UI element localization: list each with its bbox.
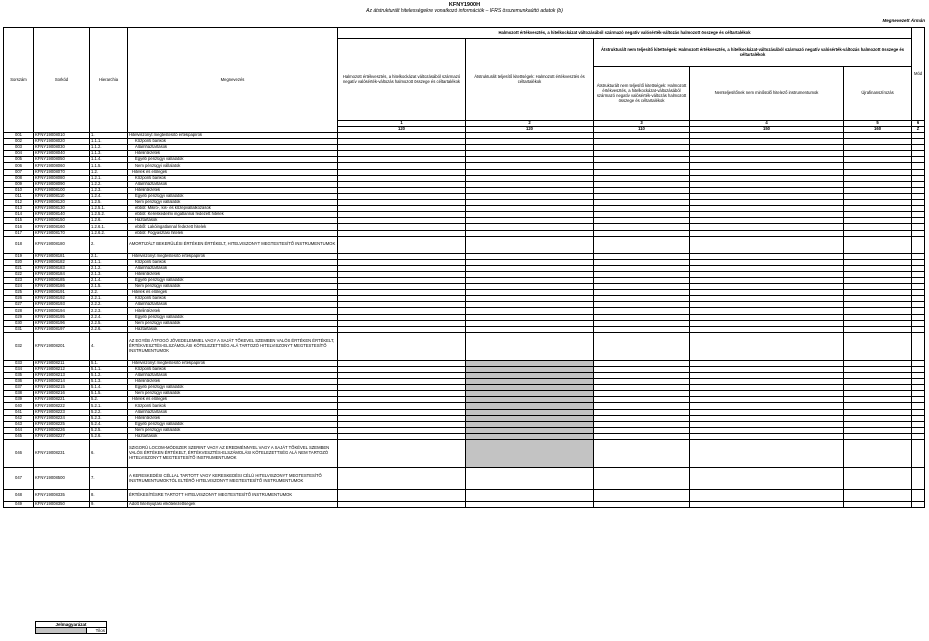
cell-col1[interactable] — [338, 236, 466, 253]
row-hierarchy: 9. — [90, 502, 128, 508]
row-code: KFNY19008010 — [34, 133, 90, 139]
row-name: Államháztartások — [128, 145, 338, 151]
row-hierarchy: 1.2.3. — [90, 187, 128, 193]
row-hierarchy: 2.2.4. — [90, 314, 128, 320]
row-name: Egyéb pénzügyi vállalatok — [128, 421, 338, 427]
cell-col1[interactable] — [338, 468, 466, 490]
row-code: KFNY19008335 — [34, 490, 90, 502]
row-name: Egyéb pénzügyi vállalatok — [128, 314, 338, 320]
row-number: 004 — [4, 151, 34, 157]
row-name: Hitelek és előlegek — [128, 169, 338, 175]
row-name: Hitelviszonyt megtestesítő értékpapírok — [128, 360, 338, 366]
row-code: KFNY19008211 — [34, 360, 90, 366]
row-hierarchy: 5.1.5. — [90, 391, 128, 397]
header-colcode-2: 120 — [466, 127, 594, 133]
row-number: 009 — [4, 181, 34, 187]
row-hierarchy: 5.2.6. — [90, 433, 128, 439]
row-code: KFNY19008500 — [34, 468, 90, 490]
row-code: KFNY19008050 — [34, 157, 90, 163]
header-col4: Nemteljesítőnek nem minősülő hitelező instrumentumok — [690, 67, 844, 121]
row-name: Hitelek és előlegek — [128, 397, 338, 403]
row-hierarchy: 5.2.2. — [90, 409, 128, 415]
header-megnevezes: Megnevezés — [128, 28, 338, 133]
row-hierarchy: 1.1.4. — [90, 157, 128, 163]
row-number: 020 — [4, 259, 34, 265]
row-code: KFNY19008192 — [34, 296, 90, 302]
row-hierarchy: 5.1.3. — [90, 379, 128, 385]
row-name: Hitelviszonyt megtestesítő értékpapírok — [128, 253, 338, 259]
row-code: KFNY19008040 — [34, 151, 90, 157]
row-code: KFNY19008185 — [34, 277, 90, 283]
row-name: Államháztartások — [128, 181, 338, 187]
row-code: KFNY19008216 — [34, 391, 90, 397]
row-name: Államháztartások — [128, 302, 338, 308]
cell-col6[interactable] — [912, 440, 925, 468]
row-code: KFNY19008030 — [34, 145, 90, 151]
row-name: Központi bankok — [128, 139, 338, 145]
row-code: KFNY19008201 — [34, 332, 90, 360]
row-name: Háztartások — [128, 218, 338, 224]
row-number: 028 — [4, 308, 34, 314]
row-hierarchy: 5.1.1. — [90, 366, 128, 372]
row-code: KFNY19008160 — [34, 224, 90, 230]
row-code: KFNY19008214 — [34, 379, 90, 385]
row-code: KFNY19008213 — [34, 373, 90, 379]
row-number: 026 — [4, 296, 34, 302]
cell-col1[interactable] — [338, 332, 466, 360]
row-hierarchy: 2.1.5. — [90, 284, 128, 290]
row-name: Nem pénzügyi vállalatok — [128, 391, 338, 397]
cell-col1[interactable] — [338, 440, 466, 468]
row-name: ebből: Mikro-, kis- és középvállalkozások — [128, 206, 338, 212]
cell-col3[interactable] — [594, 440, 690, 468]
row-hierarchy: 1.2.5. — [90, 200, 128, 206]
cell-col2[interactable] — [466, 332, 594, 360]
row-name: ÉRTÉKESÍTÉSRE TARTOTT HITELVISZONYT MEGTESTESÍTŐ INSTRUMENTUMOK — [128, 490, 338, 502]
row-number: 040 — [4, 403, 34, 409]
row-hierarchy: 2.1.1. — [90, 259, 128, 265]
row-code: KFNY19008184 — [34, 271, 90, 277]
row-name: Nem pénzügyi vállalatok — [128, 284, 338, 290]
row-number: 039 — [4, 397, 34, 403]
row-code: KFNY19008222 — [34, 403, 90, 409]
header-colnum-2: 2 — [466, 121, 594, 127]
row-hierarchy: 1.1.2. — [90, 145, 128, 151]
cell-col6[interactable] — [912, 502, 925, 508]
table-row — [4, 490, 925, 502]
cell-col5[interactable] — [844, 468, 912, 490]
cell-col3[interactable] — [594, 502, 690, 508]
row-name: Hitelintézetek — [128, 187, 338, 193]
row-name: Központi bankok — [128, 296, 338, 302]
row-hierarchy: 1.2.2. — [90, 181, 128, 187]
row-code: KFNY19008182 — [34, 259, 90, 265]
row-number: 047 — [4, 468, 34, 490]
row-number: 022 — [4, 271, 34, 277]
row-hierarchy: 1.2. — [90, 169, 128, 175]
cell-col5[interactable] — [844, 332, 912, 360]
row-code: KFNY19008150 — [34, 218, 90, 224]
row-code: KFNY19008196 — [34, 320, 90, 326]
header-colnum-3: 3 — [594, 121, 690, 127]
row-number: 032 — [4, 332, 34, 360]
row-number: 049 — [4, 502, 34, 508]
row-number: 001 — [4, 133, 34, 139]
row-code: KFNY19008197 — [34, 326, 90, 332]
cell-col4[interactable] — [690, 490, 844, 502]
header-colnum-6: 6 — [912, 121, 925, 127]
row-number: 011 — [4, 193, 34, 199]
cell-col4[interactable] — [690, 332, 844, 360]
row-name: A KERESKEDÉSI CÉLLAL TARTOTT VAGY KERESKEDÉSI CÉLÚ HITELVISZONYT MEGTESTESÍTŐ INSTRUMENTUMOKTÓL ELTÉRŐ HITELVISZONYT MEGTESTESÍTŐ INSTRUMENTUMOK — [128, 468, 338, 490]
cell-col2[interactable] — [466, 490, 594, 502]
row-code: KFNY19008225 — [34, 421, 90, 427]
row-hierarchy: 5.1.2. — [90, 373, 128, 379]
header-colcode-5: 160 — [844, 127, 912, 133]
cell-col4[interactable] — [690, 440, 844, 468]
header-sorkod: Sorkód — [34, 28, 90, 133]
row-name: AMORTIZÁLT BEKERÜLÉSI ÉRTÉKEN ÉRTÉKELT, HITELVISZONYT MEGTESTESÍTŐ INSTRUMENTUMOK — [128, 236, 338, 253]
row-number: 013 — [4, 206, 34, 212]
row-number: 019 — [4, 253, 34, 259]
row-name: AZ EGYÉB ÁTFOGÓ JÖVEDELEMMEL VAGY A SAJÁT TŐKEVEL SZEMBEN VALÓS ÉRTÉKEN ÉRTÉKELT, ÉRTÉKVESZTÉS-ELSZÁMOLÁSI KÖTELEZETTSÉG ALÁ TARTOZÓ HITELVISZONYT MEGTESTESÍTŐ INSTRUMENTUMOK — [128, 332, 338, 360]
row-number: 033 — [4, 360, 34, 366]
cell-col4[interactable] — [690, 502, 844, 508]
row-number: 007 — [4, 169, 34, 175]
row-number: 010 — [4, 187, 34, 193]
row-code: KFNY19008231 — [34, 440, 90, 468]
row-number: 006 — [4, 163, 34, 169]
row-code: KFNY19008193 — [34, 302, 90, 308]
row-number: 025 — [4, 290, 34, 296]
header-group-top: Halmozott értékvesztés, a hitelkockázat változásából származó negatív valósérték-változás halmozott összege és céltartalékok — [338, 28, 912, 39]
row-hierarchy: 1. — [90, 133, 128, 139]
legend-item-label: Tilos — [87, 628, 107, 634]
cell-col2[interactable] — [466, 236, 594, 253]
row-hierarchy: 2. — [90, 236, 128, 253]
row-name: Központi bankok — [128, 366, 338, 372]
cell-col4[interactable] — [690, 468, 844, 490]
cell-col2[interactable] — [466, 468, 594, 490]
row-name: Hitelviszonyt megtestesítő értékpapírok — [128, 133, 338, 139]
header-mod: Mód — [912, 28, 925, 121]
row-number: 042 — [4, 415, 34, 421]
row-name: Államháztartások — [128, 373, 338, 379]
report-subtitle: Az átstrukturált hitelességekre vonatkozó információk – IFRS összemunkaúttó adatok (b) — [366, 8, 563, 14]
row-number: 005 — [4, 157, 34, 163]
row-hierarchy: 1.2.6. — [90, 218, 128, 224]
row-hierarchy: 1.2.6.1. — [90, 224, 128, 230]
row-code: KFNY19008195 — [34, 314, 90, 320]
legend-swatch — [36, 628, 87, 634]
row-name: Egyéb pénzügyi vállalatok — [128, 193, 338, 199]
row-number: 024 — [4, 284, 34, 290]
cell-col4[interactable] — [690, 236, 844, 253]
row-hierarchy: 2.2.3. — [90, 308, 128, 314]
row-hierarchy: 5.2.4. — [90, 421, 128, 427]
row-hierarchy: 2.1.2. — [90, 265, 128, 271]
row-name: Háztartások — [128, 326, 338, 332]
row-name: Központi bankok — [128, 259, 338, 265]
row-name: ebből: Kereskedelmi ingatlannal fedezett hitelek — [128, 212, 338, 218]
row-code: KFNY19008227 — [34, 433, 90, 439]
row-code: KFNY19008181 — [34, 253, 90, 259]
row-number: 029 — [4, 314, 34, 320]
header-col2: Átstrukturált teljesítő kitettségek: Halmozott értékvesztés és céltartalékok — [466, 39, 594, 121]
row-name: Nem pénzügyi vállalatok — [128, 163, 338, 169]
row-code: KFNY19008191 — [34, 290, 90, 296]
row-hierarchy: 2.2.1. — [90, 296, 128, 302]
header-sorszam: Sorszám — [4, 28, 34, 133]
header-colcode-3: 110 — [594, 127, 690, 133]
row-name: ebből: Fogyasztási hitelek — [128, 230, 338, 236]
table-header — [4, 28, 925, 133]
row-code: KFNY19008215 — [34, 385, 90, 391]
cell-col5[interactable] — [844, 502, 912, 508]
cell-col3[interactable] — [594, 468, 690, 490]
cell-col6[interactable] — [912, 236, 925, 253]
row-number: 031 — [4, 326, 34, 332]
row-code: KFNY19008226 — [34, 427, 90, 433]
row-number: 008 — [4, 175, 34, 181]
row-hierarchy: 1.2.4. — [90, 193, 128, 199]
cell-col6[interactable] — [912, 468, 925, 490]
row-name: Hitelek és előlegek — [128, 290, 338, 296]
row-hierarchy: 5.2. — [90, 397, 128, 403]
row-hierarchy: 2.1. — [90, 253, 128, 259]
row-hierarchy: 2.2.2. — [90, 302, 128, 308]
row-name: Államháztartások — [128, 409, 338, 415]
header-colcode-4: 150 — [690, 127, 844, 133]
row-hierarchy: 5.1.4. — [90, 385, 128, 391]
row-number: 035 — [4, 373, 34, 379]
row-number: 046 — [4, 440, 34, 468]
row-code: KFNY19008140 — [34, 212, 90, 218]
row-hierarchy: 1.2.5.2. — [90, 212, 128, 218]
row-name: Központi bankok — [128, 175, 338, 181]
row-hierarchy: 2.2.5. — [90, 320, 128, 326]
row-hierarchy: 5.2.1. — [90, 403, 128, 409]
row-code: KFNY19008180 — [34, 236, 90, 253]
row-code: KFNY19008090 — [34, 181, 90, 187]
row-hierarchy: 1.1.1. — [90, 139, 128, 145]
row-number: 044 — [4, 427, 34, 433]
cell-col3[interactable] — [594, 332, 690, 360]
row-name: Nem pénzügyi vállalatok — [128, 200, 338, 206]
row-number: 048 — [4, 490, 34, 502]
row-name: ebből: Lakóingatlannal fedezett hitelek — [128, 224, 338, 230]
header-hierarchia: Hierarchia — [90, 28, 128, 133]
row-number: 014 — [4, 212, 34, 218]
header-colnum-1: 1 — [338, 121, 466, 127]
row-hierarchy: 1.1.3. — [90, 151, 128, 157]
row-number: 018 — [4, 236, 34, 253]
cell-col5[interactable] — [844, 490, 912, 502]
row-hierarchy: 5.1. — [90, 360, 128, 366]
report-title: KFNY1900H — [448, 2, 481, 8]
cell-col2 — [466, 440, 594, 468]
row-name: Adott hitelnyújtási elkötelezettségek — [128, 502, 338, 508]
row-number: 016 — [4, 224, 34, 230]
row-code: KFNY19008212 — [34, 366, 90, 372]
row-name: Egyéb pénzügyi vállalatok — [128, 385, 338, 391]
row-name: Hitelintézetek — [128, 415, 338, 421]
unit-note: Megnevezett Ármán — [882, 18, 925, 23]
header-col3: Átstrukturált nem teljesítő kitettségek: Halmozott értékvesztés, a hitelkockázat-változásából származó negatív valósérték-változás halmozott összege és céltartalékok — [594, 67, 690, 121]
row-number: 021 — [4, 265, 34, 271]
row-name: Államháztartások — [128, 265, 338, 271]
row-name: Hitelintézetek — [128, 151, 338, 157]
header-colnum-4: 4 — [690, 121, 844, 127]
row-name: Hitelintézetek — [128, 271, 338, 277]
table-row — [4, 236, 925, 253]
header-col1: Halmozott értékvesztés, a hitelkockázat változásából származó negatív valósérték-változás halmozott összege és céltartalékok — [338, 39, 466, 121]
row-hierarchy: 2.1.4. — [90, 277, 128, 283]
table-row — [4, 440, 925, 468]
header-colcode-1: 120 — [338, 127, 466, 133]
row-number: 030 — [4, 320, 34, 326]
row-code: KFNY19008186 — [34, 284, 90, 290]
report-table — [3, 27, 925, 508]
legend — [35, 621, 107, 634]
row-code: KFNY19008020 — [34, 139, 90, 145]
row-code: KFNY19008070 — [34, 169, 90, 175]
row-hierarchy: 6. — [90, 440, 128, 468]
row-code: KFNY19008183 — [34, 265, 90, 271]
row-name: SZIGORÚ LOCOM-MÓDSZER SZERINT VAGY AZ EREDMÉNNYEL VAGY A SAJÁT TŐKÉVEL SZEMBEN VALÓS ÉRTÉKEN ÉRTÉKELT, ÉRTÉKVESZTÉS-ELSZÁMOLÁSI KÖTELEZETTSÉG ALÁ NEM TARTOZÓ HITELVISZONYT MEGTESTESÍTŐ INSTRUMENTUMOK — [128, 440, 338, 468]
row-code: KFNY19008110 — [34, 193, 90, 199]
header-group-sub: Átstrukturált nem teljesítő kitettségek: Halmozott értékvesztés, a hitelkockázat-változásából származó negatív valósérték-változás halmozott összege és céltartalékok — [594, 39, 912, 67]
row-hierarchy: 1.2.6.2. — [90, 230, 128, 236]
row-hierarchy: 4. — [90, 332, 128, 360]
row-code: KFNY19008060 — [34, 163, 90, 169]
row-name: Egyéb pénzügyi vállalatok — [128, 277, 338, 283]
row-number: 041 — [4, 409, 34, 415]
row-name: Nem pénzügyi vállalatok — [128, 320, 338, 326]
row-number: 023 — [4, 277, 34, 283]
header-colnum-5: 5 — [844, 121, 912, 127]
row-number: 034 — [4, 366, 34, 372]
row-hierarchy: 5.2.5. — [90, 427, 128, 433]
table-row — [4, 468, 925, 490]
row-code: KFNY19008350 — [34, 502, 90, 508]
row-code: KFNY19008224 — [34, 415, 90, 421]
row-code: KFNY19008170 — [34, 230, 90, 236]
cell-col1[interactable] — [338, 502, 466, 508]
row-code: KFNY19008130 — [34, 206, 90, 212]
table-body — [4, 133, 925, 508]
row-code: KFNY19008221 — [34, 397, 90, 403]
row-hierarchy: 2.2.6. — [90, 326, 128, 332]
cell-col1[interactable] — [338, 490, 466, 502]
row-number: 015 — [4, 218, 34, 224]
row-number: 017 — [4, 230, 34, 236]
row-number: 038 — [4, 391, 34, 397]
header-col5: Újrafinanszírozás — [844, 67, 912, 121]
row-name: Háztartások — [128, 433, 338, 439]
row-name: Hitelintézetek — [128, 308, 338, 314]
row-name: Nem pénzügyi vállalatok — [128, 427, 338, 433]
row-hierarchy: 1.1.5. — [90, 163, 128, 169]
legend-title: Jelmagyarázat — [36, 622, 107, 628]
cell-col6[interactable] — [912, 490, 925, 502]
row-number: 012 — [4, 200, 34, 206]
cell-col3[interactable] — [594, 490, 690, 502]
cell-col6[interactable] — [912, 332, 925, 360]
row-number: 036 — [4, 379, 34, 385]
row-code: KFNY19008100 — [34, 187, 90, 193]
row-number: 027 — [4, 302, 34, 308]
row-code: KFNY19008120 — [34, 200, 90, 206]
row-number: 043 — [4, 421, 34, 427]
header-colcode-6: Z — [912, 127, 925, 133]
row-number: 037 — [4, 385, 34, 391]
row-code: KFNY19008080 — [34, 175, 90, 181]
row-hierarchy: 1.2.5.1. — [90, 206, 128, 212]
row-hierarchy: 1.2.1. — [90, 175, 128, 181]
cell-col5[interactable] — [844, 236, 912, 253]
row-code: KFNY19008223 — [34, 409, 90, 415]
row-name: Hitelintézetek — [128, 379, 338, 385]
row-number: 002 — [4, 139, 34, 145]
row-hierarchy: 7. — [90, 468, 128, 490]
row-number: 003 — [4, 145, 34, 151]
row-hierarchy: 2.1.3. — [90, 271, 128, 277]
row-number: 045 — [4, 433, 34, 439]
row-code: KFNY19008194 — [34, 308, 90, 314]
table-row — [4, 332, 925, 360]
row-hierarchy: 8. — [90, 490, 128, 502]
cell-col5[interactable] — [844, 440, 912, 468]
row-name: Központi bankok — [128, 403, 338, 409]
cell-col3[interactable] — [594, 236, 690, 253]
row-hierarchy: 5.2.3. — [90, 415, 128, 421]
row-name: Egyéb pénzügyi vállalatok — [128, 157, 338, 163]
table-row — [4, 502, 925, 508]
cell-col2[interactable] — [466, 502, 594, 508]
row-hierarchy: 2.2. — [90, 290, 128, 296]
